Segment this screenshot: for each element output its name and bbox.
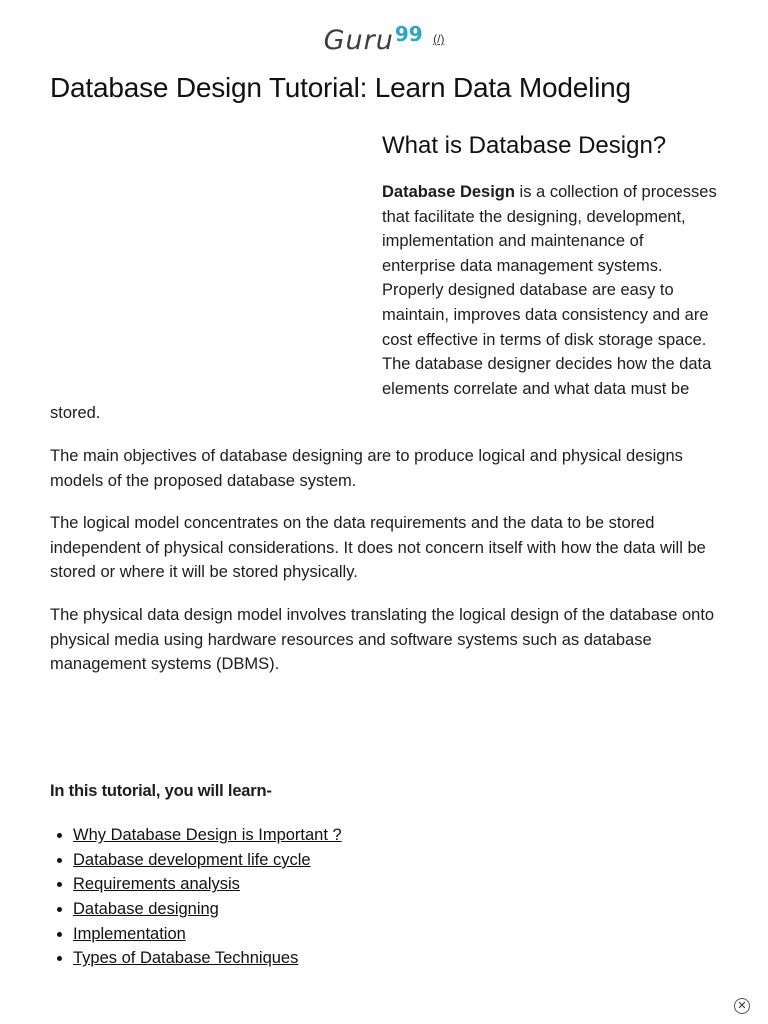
page-title: Database Design Tutorial: Learn Data Modeling xyxy=(50,72,631,103)
objectives-paragraph: The main objectives of database designing are to produce logical and physical designs models of the proposed database system. xyxy=(50,446,683,490)
toc-item xyxy=(73,823,718,848)
table-of-contents xyxy=(50,823,718,971)
guru99-logo-link[interactable] xyxy=(324,22,423,56)
learn-heading: In this tutorial, you will learn- xyxy=(50,781,272,800)
section-heading: What is Database Design? xyxy=(382,132,667,159)
home-link[interactable]: (/) xyxy=(433,32,445,46)
toc-item xyxy=(73,922,718,947)
intro-text: is a collection of processes that facilitate the designing, development, implementation and maintenance of enterprise data management systems. Properly designed database are easy to maintain, improves data consistency and are cost effective in terms of disk storage space. The database designer decides how the data elements correlate and what data must be stored. xyxy=(50,183,717,423)
logo-text: Guru xyxy=(323,25,394,56)
ad-gap xyxy=(50,695,718,779)
toc-item xyxy=(73,897,718,922)
toc-item xyxy=(73,872,718,897)
logical-model-paragraph: The logical model concentrates on the data requirements and the data to be stored independent of physical considerations. It does not concern itself with how the data will be stored or where it will be stored physically. xyxy=(50,514,706,582)
toc-link-why-important[interactable]: Why Database Design is Important ? xyxy=(73,826,342,845)
toc-item xyxy=(73,848,718,873)
intro-term: Database Design xyxy=(382,183,515,201)
toc-link-requirements[interactable]: Requirements analysis xyxy=(73,875,240,894)
toc-link-life-cycle[interactable]: Database development life cycle xyxy=(73,850,311,869)
physical-model-paragraph: The physical data design model involves translating the logical design of the database onto physical media using hardware resources and software systems such as database management systems (DBMS). xyxy=(50,605,715,674)
ad-placeholder xyxy=(50,128,374,390)
toc-link-implementation[interactable]: Implementation xyxy=(73,924,186,943)
toc-link-techniques[interactable]: Types of Database Techniques xyxy=(73,949,299,968)
toc-link-designing[interactable]: Database designing xyxy=(73,900,219,919)
logo-number: 99 xyxy=(394,22,423,46)
close-ad-icon[interactable]: ✕ xyxy=(734,998,750,1014)
site-header xyxy=(0,22,768,56)
toc-item xyxy=(73,946,718,971)
article-body xyxy=(50,128,718,971)
